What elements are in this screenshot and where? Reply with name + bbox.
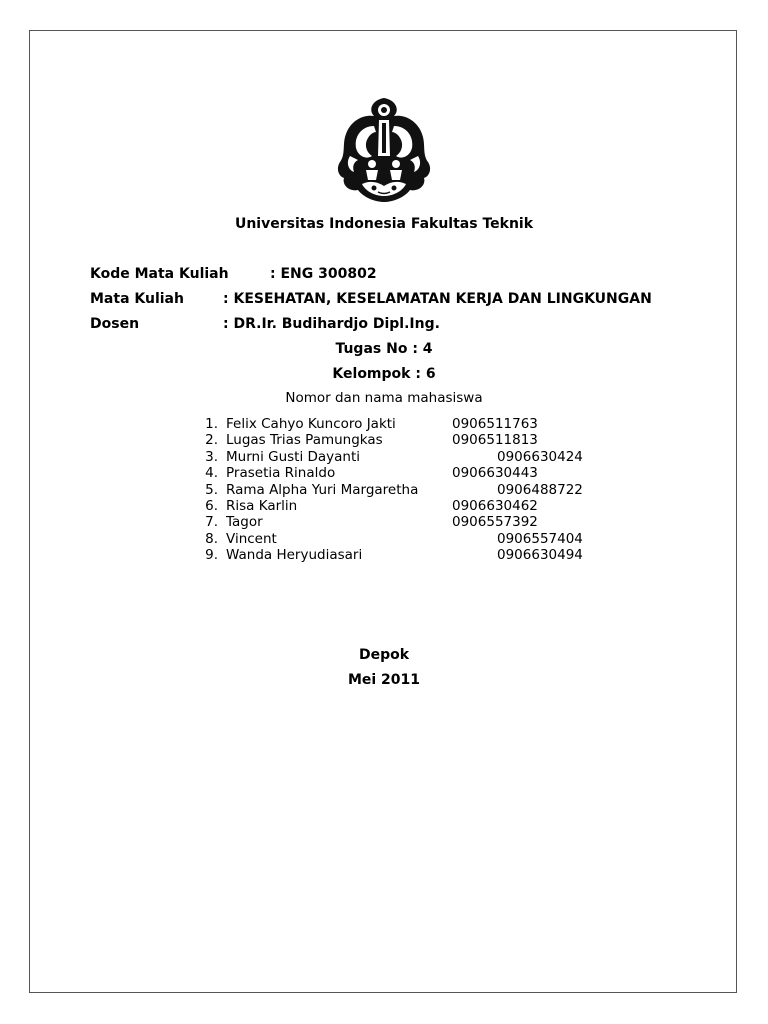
list-item: 2. Lugas Trias Pamungkas 0906511813 bbox=[205, 432, 538, 449]
members-heading: Nomor dan nama mahasiswa bbox=[285, 390, 483, 406]
member-name: Wanda Heryudiasari bbox=[226, 547, 363, 564]
course-name-label: Mata Kuliah bbox=[90, 291, 184, 307]
member-name: Risa Karlin bbox=[226, 497, 298, 514]
member-list bbox=[200, 416, 600, 564]
list-item: 5. Rama Alpha Yuri Margaretha 0906488722 bbox=[205, 481, 583, 498]
member-id: 0906630494 bbox=[497, 547, 583, 564]
list-item: 9. Wanda Heryudiasari 0906630494 bbox=[205, 547, 583, 564]
list-item: 4. Prasetia Rinaldo 0906630443 bbox=[205, 465, 538, 482]
date: Mei 2011 bbox=[347, 672, 421, 688]
member-id: 0906511763 bbox=[452, 416, 538, 432]
assignment-number: Tugas No : 4 bbox=[335, 341, 433, 357]
member-id: 0906557404 bbox=[497, 530, 583, 547]
course-name-value: : KESEHATAN, KESELAMATAN KERJA DAN LINGKUNGAN bbox=[223, 291, 652, 307]
university-faculty-title: Universitas Indonesia Fakultas Teknik bbox=[234, 216, 534, 232]
member-id: 0906511813 bbox=[452, 432, 538, 449]
makara-ui-logo-icon bbox=[332, 96, 436, 204]
member-id: 0906630443 bbox=[452, 465, 538, 482]
group-number: Kelompok : 6 bbox=[332, 366, 436, 382]
member-id: 0906630462 bbox=[452, 497, 538, 514]
list-item: 1. Felix Cahyo Kuncoro Jakti 0906511763 bbox=[205, 416, 538, 432]
list-item: 8. Vincent 0906557404 bbox=[205, 530, 583, 547]
member-name: Rama Alpha Yuri Margaretha bbox=[226, 481, 419, 498]
member-id: 0906630424 bbox=[497, 448, 583, 465]
member-name: Lugas Trias Pamungkas bbox=[226, 432, 383, 449]
list-item: 6. Risa Karlin 0906630462 bbox=[205, 497, 538, 514]
member-name: Tagor bbox=[226, 514, 263, 531]
city: Depok bbox=[358, 647, 410, 663]
list-item: 7. Tagor 0906557392 bbox=[205, 514, 538, 531]
course-code-value: : ENG 300802 bbox=[270, 266, 377, 282]
member-name: Prasetia Rinaldo bbox=[226, 465, 336, 482]
lecturer-label: Dosen bbox=[90, 316, 140, 332]
member-name: Felix Cahyo Kuncoro Jakti bbox=[226, 416, 396, 432]
list-item: 3. Murni Gusti Dayanti 0906630424 bbox=[205, 448, 583, 465]
member-name: Vincent bbox=[226, 530, 277, 547]
member-id: 0906488722 bbox=[497, 481, 583, 498]
member-name: Murni Gusti Dayanti bbox=[226, 448, 361, 465]
course-code-label: Kode Mata Kuliah bbox=[90, 266, 229, 282]
member-id: 0906557392 bbox=[452, 514, 538, 531]
lecturer-value: : DR.Ir. Budihardjo Dipl.Ing. bbox=[223, 316, 440, 332]
